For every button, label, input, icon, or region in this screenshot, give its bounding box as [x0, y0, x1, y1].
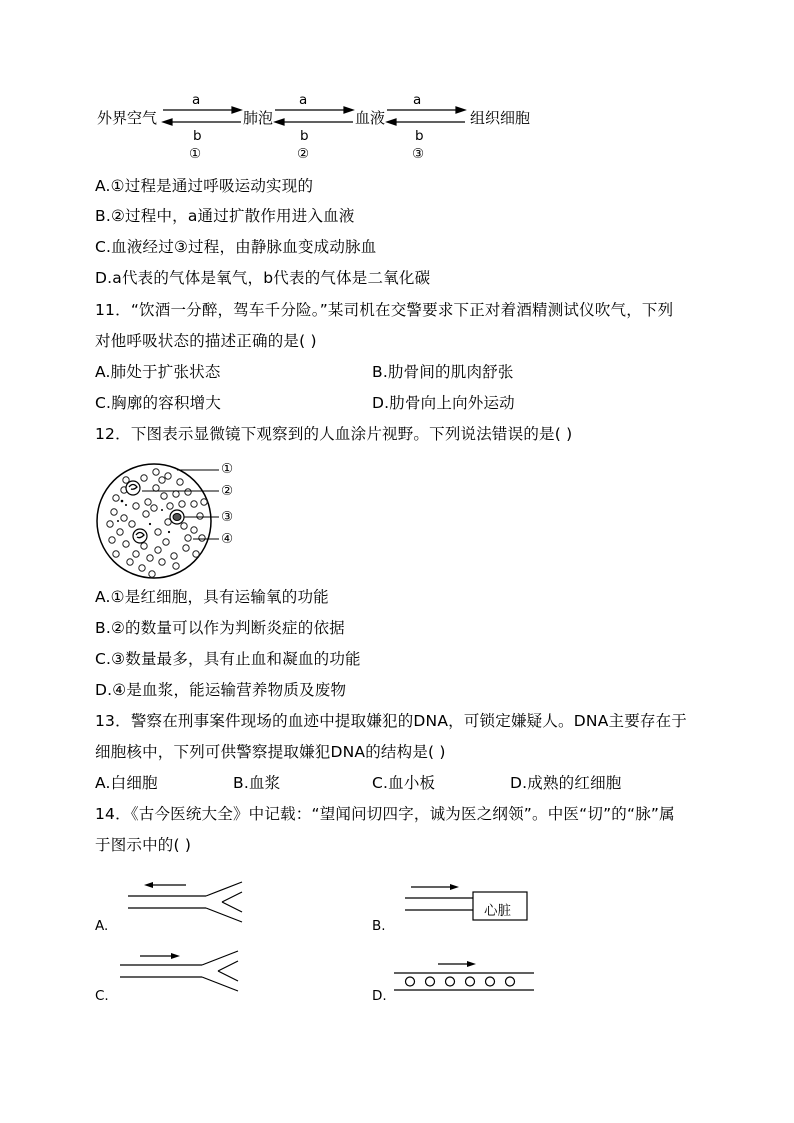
- red-blood-cell: [113, 551, 119, 557]
- node-tissue-cells: 组织细胞: [470, 109, 531, 127]
- red-blood-cell: [113, 495, 119, 501]
- red-blood-cell: [191, 527, 197, 533]
- q14-option-b-label: B.: [372, 918, 386, 934]
- node-blood: 血液: [355, 109, 386, 127]
- step-3: ③: [412, 146, 425, 162]
- red-blood-cell: [141, 475, 147, 481]
- q10-option-c: C.血液经过③过程，由静脉血变成动脉血: [95, 238, 377, 256]
- q10-option-d: D.a代表的气体是氧气，b代表的气体是二氧化碳: [95, 269, 431, 287]
- red-blood-cell: [201, 499, 207, 505]
- label-b-2: b: [300, 128, 309, 144]
- step-2: ②: [297, 146, 310, 162]
- red-blood-cell: [185, 535, 191, 541]
- red-blood-cell: [191, 501, 197, 507]
- q14-option-c-label: C.: [95, 988, 109, 1004]
- q10-option-a: A.①过程是通过呼吸运动实现的: [95, 177, 314, 195]
- red-blood-cell: [181, 523, 187, 529]
- label-b-3: b: [415, 128, 424, 144]
- smear-label-4: ④: [221, 531, 234, 547]
- red-blood-cell: [111, 509, 117, 515]
- q14-option-a-label: A.: [95, 918, 109, 934]
- label-a-3: a: [413, 92, 422, 108]
- node-alveoli: 肺泡: [243, 109, 274, 127]
- node-outside-air: 外界空气: [97, 109, 158, 127]
- red-blood-cell: [153, 469, 159, 475]
- red-blood-cell: [155, 547, 161, 553]
- q12-option-d: D.④是血浆，能运输营养物质及废物: [95, 681, 347, 699]
- q12-option-b: B.②的数量可以作为判断炎症的依据: [95, 619, 345, 637]
- red-blood-cell: [177, 479, 183, 485]
- heart-box-label: 心脏: [484, 903, 511, 919]
- q13-stem-line1: 13．警察在刑事案件现场的血迹中提取嫌犯的DNA，可锁定嫌疑人。DNA主要存在于: [95, 712, 687, 730]
- red-blood-cell: [145, 499, 151, 505]
- red-blood-cell: [133, 551, 139, 557]
- red-blood-cell: [155, 529, 161, 535]
- q11-stem-line2: 对他呼吸状态的描述正确的是( ): [95, 332, 317, 350]
- step-1: ①: [189, 146, 202, 162]
- red-blood-cell: [129, 521, 135, 527]
- vessel-diagram-c: [118, 950, 248, 1000]
- label-a-1: a: [192, 92, 201, 108]
- q11-option-c: C.胸廓的容积增大: [95, 394, 222, 412]
- white-blood-cell-3: [133, 529, 147, 543]
- q13-stem-line2: 细胞核中，下列可供警察提取嫌犯DNA的结构是( ): [95, 743, 446, 761]
- red-blood-cell: [161, 493, 167, 499]
- red-blood-cell: [159, 559, 165, 565]
- vessel-diagram-b: [403, 880, 533, 930]
- red-blood-cell: [121, 515, 127, 521]
- red-blood-cell: [109, 537, 115, 543]
- red-blood-cell: [147, 555, 153, 561]
- red-blood-cell: [143, 511, 149, 517]
- red-blood-cell: [133, 503, 139, 509]
- red-blood-cell: [159, 477, 165, 483]
- smear-label-1: ①: [221, 461, 234, 477]
- q13-option-a: A.白细胞: [95, 774, 158, 792]
- field-of-view-circle: [97, 464, 211, 578]
- q11-stem-line1: 11．“饮酒一分醉，驾车千分险。”某司机在交警要求下正对着酒精测试仪吹气，下列: [95, 301, 674, 319]
- label-b-1: b: [193, 128, 202, 144]
- smear-label-2: ②: [221, 483, 234, 499]
- red-blood-cell: [167, 503, 173, 509]
- red-blood-cell: [173, 563, 179, 569]
- q13-option-d: D.成熟的红细胞: [510, 774, 622, 792]
- smear-label-3: ③: [221, 509, 234, 525]
- red-blood-cell: [197, 513, 203, 519]
- red-blood-cell: [139, 565, 145, 571]
- white-blood-cell-2: [170, 510, 184, 524]
- q14-option-d-label: D.: [372, 988, 387, 1004]
- q11-option-b: B.肋骨间的肌肉舒张: [372, 363, 514, 381]
- vessel-diagram-a: [126, 878, 256, 928]
- q12-option-a: A.①是红细胞，具有运输氧的功能: [95, 588, 329, 606]
- red-blood-cell: [163, 539, 169, 545]
- red-blood-cell: [141, 543, 147, 549]
- red-blood-cell: [199, 535, 205, 541]
- q11-option-d: D.肋骨向上向外运动: [372, 394, 515, 412]
- q12-option-c: C.③数量最多，具有止血和凝血的功能: [95, 650, 361, 668]
- q13-option-b: B.血浆: [233, 774, 281, 792]
- q11-option-a: A.肺处于扩张状态: [95, 363, 221, 381]
- q13-option-c: C.血小板: [372, 774, 436, 792]
- blood-smear-figure: [96, 458, 256, 584]
- red-blood-cell: [165, 473, 171, 479]
- exchange-arrows: [95, 92, 555, 164]
- gas-exchange-diagram: [95, 92, 555, 164]
- red-blood-cell: [123, 541, 129, 547]
- red-blood-cell: [171, 553, 177, 559]
- red-blood-cell: [117, 529, 123, 535]
- q10-option-b: B.②过程中，a通过扩散作用进入血液: [95, 207, 355, 225]
- red-blood-cell: [183, 545, 189, 551]
- red-blood-cell: [185, 489, 191, 495]
- red-blood-cell: [193, 551, 199, 557]
- red-blood-cell: [149, 571, 155, 577]
- red-blood-cell: [107, 521, 113, 527]
- q14-stem-line2: 于图示中的( ): [95, 836, 192, 854]
- vessel-diagram-d: [392, 958, 542, 998]
- red-blood-cell: [127, 559, 133, 565]
- label-a-2: a: [299, 92, 308, 108]
- red-blood-cell: [153, 485, 159, 491]
- white-blood-cell-1: [126, 481, 140, 495]
- q14-stem-line1: 14．《古今医统大全》中记载：“望闻问切四字，诚为医之纲领”。中医“切”的“脉”属: [95, 805, 675, 823]
- red-blood-cell: [151, 505, 157, 511]
- q12-stem-line1: 12．下图表示显微镜下观察到的人血涂片视野。下列说法错误的是( ): [95, 425, 573, 443]
- red-blood-cell: [179, 501, 185, 507]
- red-blood-cell: [173, 491, 179, 497]
